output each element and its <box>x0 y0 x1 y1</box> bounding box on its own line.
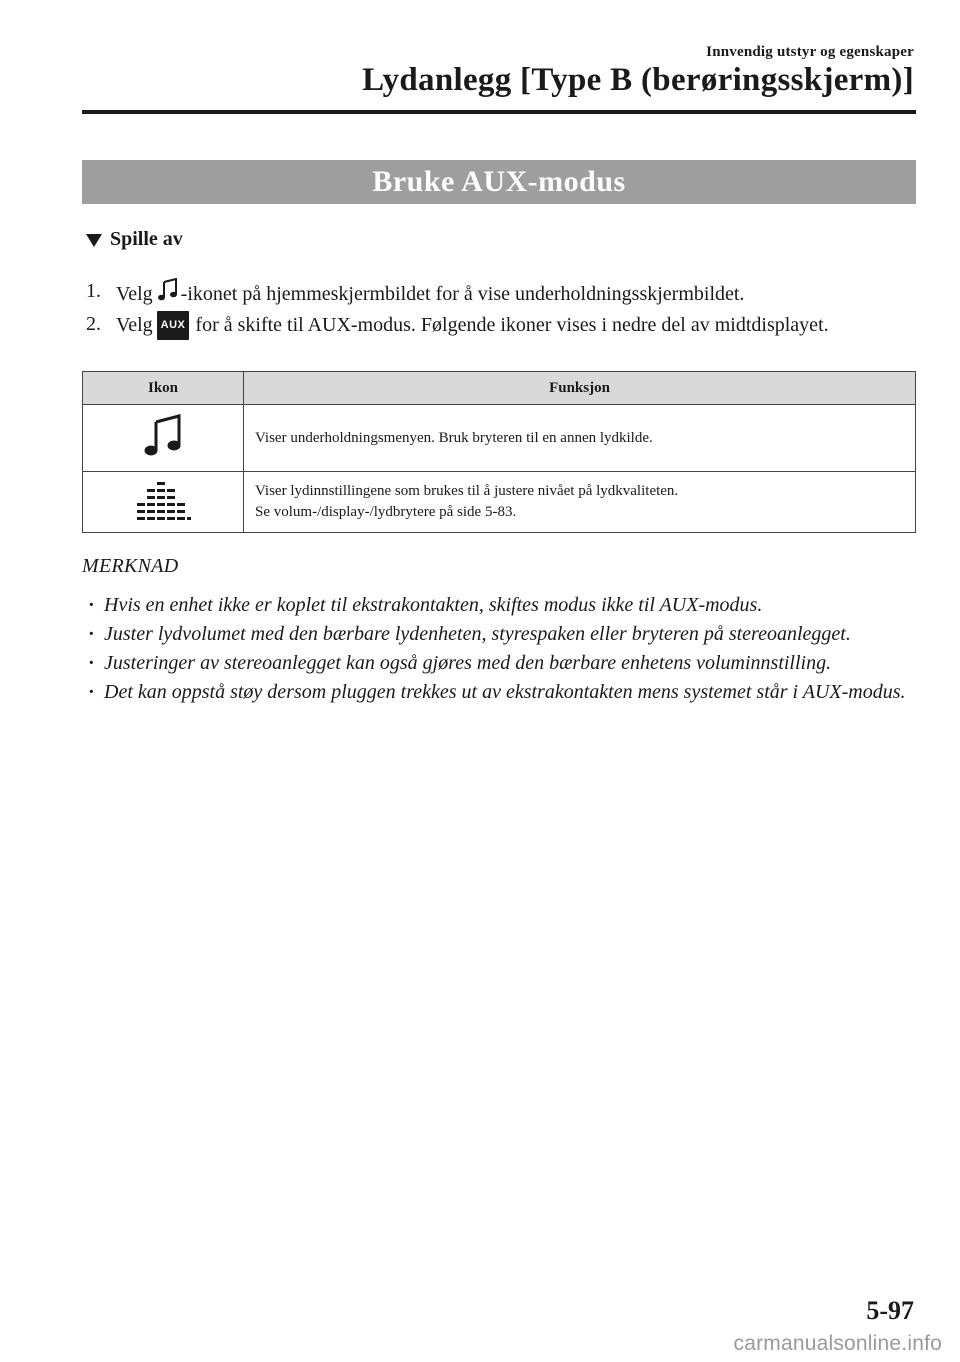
note-text: Juster lydvolumet med den bærbare lydenheten, styrespaken eller bryteren på stereoanlegget. <box>104 623 851 645</box>
chapter-title: Innvendig utstyr og egenskaper <box>706 44 914 60</box>
table-row <box>83 405 916 472</box>
subsection-heading <box>86 228 183 251</box>
list-item <box>86 650 906 676</box>
function-text: Viser lydinnstillingene som brukes til å justere nivået på lydkvaliteten. <box>255 483 679 499</box>
note-text: Justeringer av stereoanlegget kan også gjøres med den bærbare enhetens voluminnstilling. <box>104 652 832 674</box>
section-title: Bruke AUX-modus <box>82 160 916 204</box>
table-cell-function <box>244 472 916 533</box>
bullet: · <box>88 623 95 645</box>
table-header-icon: Ikon <box>83 372 244 405</box>
note-text: Det kan oppstå støy dersom pluggen trekkes ut av ekstrakontakten mens systemet står i AUX-modus. <box>104 681 906 703</box>
step-2 <box>86 311 916 340</box>
note-text: Hvis en enhet ikke er koplet til ekstrakontakten, skiftes modus ikke til AUX-modus. <box>104 594 763 616</box>
function-text-reference: Se volum-/display-/lydbrytere på side 5-83. <box>255 504 517 520</box>
table-header-function: Funksjon <box>244 372 916 405</box>
list-item <box>86 592 906 618</box>
header-divider <box>82 110 916 114</box>
step-text <box>116 278 916 310</box>
list-item <box>86 621 906 647</box>
triangle-bullet-icon <box>86 234 102 247</box>
function-text: Viser underholdningsmenyen. Bruk bryteren til en annen lydkilde. <box>255 429 653 446</box>
step-text-pre: Velg <box>116 283 153 305</box>
music-note-icon <box>157 278 179 310</box>
table-cell-icon <box>83 472 244 533</box>
bullet: · <box>88 652 95 674</box>
icon-function-table <box>82 371 916 533</box>
table-row <box>83 472 916 533</box>
subsection-title: Spille av <box>110 228 183 250</box>
bullet: · <box>88 681 95 703</box>
note-list <box>86 592 906 708</box>
step-text <box>116 311 916 340</box>
step-number: 1. <box>86 280 101 302</box>
table-header-row <box>83 372 916 405</box>
step-1 <box>86 278 916 310</box>
list-item <box>86 679 906 705</box>
step-number: 2. <box>86 313 101 335</box>
page-title: Lydanlegg [Type B (berøringsskjerm)] <box>362 62 914 98</box>
bullet: · <box>88 594 95 616</box>
note-title: MERKNAD <box>82 555 179 577</box>
table-cell-function <box>244 405 916 472</box>
step-text-post: -ikonet på hjemmeskjermbildet for å vise underholdningsskjermbildet. <box>180 283 745 305</box>
music-note-icon <box>143 446 183 462</box>
table-cell-icon <box>83 405 244 472</box>
page-number: 5-97 <box>866 1296 914 1325</box>
step-text-pre: Velg <box>116 314 153 336</box>
aux-icon: AUX <box>157 311 190 340</box>
footer-watermark: carmanualsonline.info <box>733 1332 942 1355</box>
step-text-post: for å skifte til AUX-modus. Følgende ikoner vises i nedre del av midtdisplayet. <box>195 314 829 336</box>
instruction-steps <box>86 278 916 341</box>
equalizer-icon <box>135 510 191 526</box>
